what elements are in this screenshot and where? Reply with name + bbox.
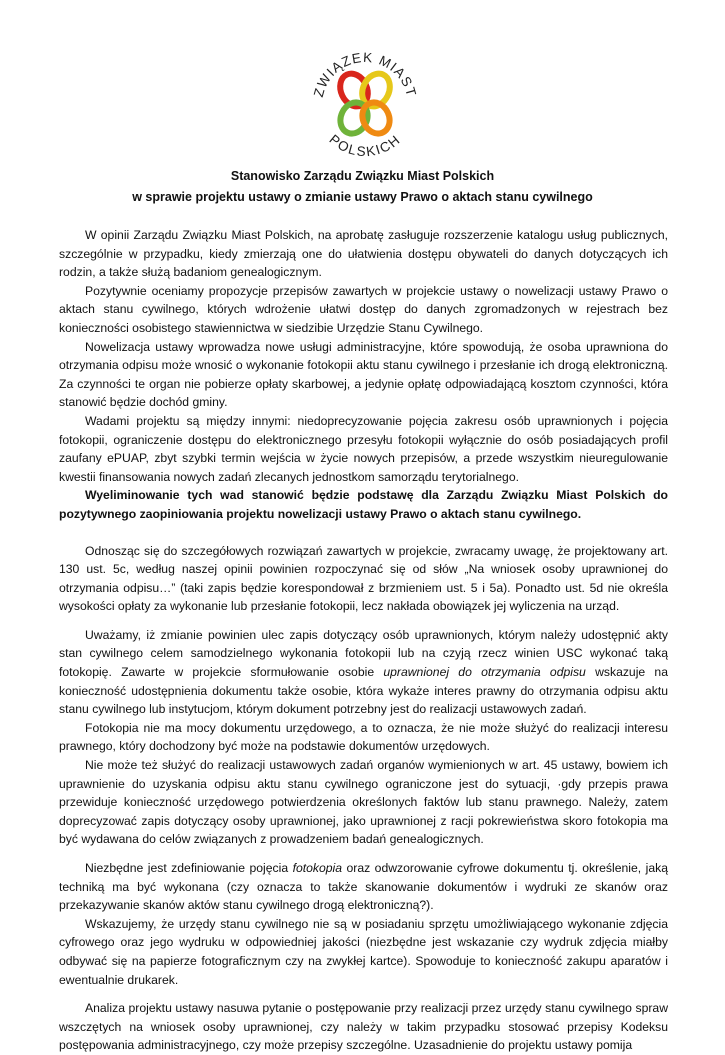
- paragraph-11: Wskazujemy, że urzędy stanu cywilnego nie są w posiadaniu sprzętu umożliwiającego wykonanie zdjęcia cyfrowego oraz jego wydruku w odpowiedniej jakości (niezbędne jest wskazanie czy wydruk zdjęcia miałby odbywać się na papierze fotograficznym czy na zwykłej kartce). Spowoduje to konieczność zakupu aparatów i ewentualnie drukarek.: [59, 916, 668, 987]
- document-body: [59, 226, 668, 1055]
- paragraph-1: W opinii Zarządu Związku Miast Polskich, na aprobatę zasługuje rozszerzenie katalogu usług publicznych, szczególnie w przypadku, kiedy zmierzają one do ułatwienia dostępu obywateli do danych dotyczących ich rodzin, a także służą badaniom genealogicznym.: [59, 228, 668, 280]
- association-logo: [300, 40, 430, 170]
- paragraph-5-conclusion: Wyeliminowanie tych wad stanowić będzie podstawę dla Zarządu Związku Miast Polskich do pozytywnego zaopiniowania projektu nowelizacji ustawy Prawo o aktach stanu cywilnego.: [59, 488, 668, 521]
- paragraph-4: Wadami projektu są między innymi: niedoprecyzowanie pojęcia zakresu osób uprawnionych i pojęcia fotokopii, ograniczenie dostępu do elektronicznego przesyłu fotokopii wyłącznie do osób posiadających profil zaufany ePUAP, zbyt szybki termin wejścia w życie nowych przepisów, a przede wszystkim nieuregulowanie kwestii finansowania nowych zadań zlecanych jednostkom samorządu terytorialnego.: [59, 413, 668, 484]
- heading-line-1: Stanowisko Zarządu Związku Miast Polskich: [230, 169, 495, 183]
- knot-icon: [335, 69, 395, 138]
- paragraph-2: Pozytywnie oceniamy propozycje przepisów zawartych w projekcie ustawy o nowelizacji ustawy Prawo o aktach stanu cywilnego, których wdrożenie ułatwi dostęp do danych zgromadzonych w rejestrach bez konieczności osobistego stawiennictwa w siedzibie Urzędzie Stanu Cywilnego.: [59, 283, 668, 335]
- italic-phrase: uprawnionej do otrzymania odpisu: [383, 665, 586, 680]
- paragraph-3: Nowelizacja ustawy wprowadza nowe usługi administracyjne, które spowodują, że osoba uprawniona do otrzymania odpisu może wnosić o wykonanie fotokopii aktu stanu cywilnego i przesłanie ich drogą elektroniczną. Za czynności te organ nie pobierze opłaty skarbowej, a jedynie opłatę odpowiadającą kosztom czynności, która stanowić będzie dochód gminy.: [59, 339, 668, 410]
- paragraph-6: Odnosząc się do szczegółowych rozwiązań zawartych w projekcie, zwracamy uwagę, że projektowany art. 130 ust. 5c, według naszej opinii powinien rozpoczynać się od słów „Na wniosek osoby uprawnionej do otrzymania odpisu…” (taki zapis będzie korespondował z brzmieniem ust. 5 i 5a). Ponadto ust. 5d nie określa wysokości opłaty za wykonanie lub przesłanie fotokopii, lecz nakłada obowiązek jej wyliczenia na urząd.: [59, 543, 668, 614]
- heading-line-2: w sprawie projektu ustawy o zmianie ustawy Prawo o aktach stanu cywilnego: [132, 190, 593, 204]
- paragraph-12: Analiza projektu ustawy nasuwa pytanie o postępowanie przy realizacji przez urzędy stanu cywilnego spraw wszczętych na wniosek osoby uprawnionej, czy należy w takim przypadku stosować przepisy Kodeksu postępowania administracyjnego, czy może przepisy szczególne. Uzasadnienie do projektu ustawy pomija: [59, 1001, 668, 1053]
- paragraph-9: Nie może też służyć do realizacji ustawowych zadań organów wymienionych w art. 45 ustawy, bowiem ich uprawnienie do uzyskania odpisu aktu stanu cywilnego ograniczone jest do sytuacji, ·gdy przepis prawa przewiduje konieczność urzędowego potwierdzenia określonych faktów lub stanu prawnego. Należy, zatem doprecyzować zapis dotyczący osoby uprawnionej, jako uprawnionej z racji pokrewieństwa skoro fotokopia ma być wydawana do celów związanych z prowadzeniem badań genealogicznych.: [59, 758, 668, 847]
- logo-text-top: ZWIĄZEK MIAST: [310, 49, 420, 99]
- italic-term: fotokopia: [292, 861, 343, 875]
- paragraph-8: Fotokopia nie ma mocy dokumentu urzędowego, a to oznacza, że nie może służyć do realizacji interesu prawnego, który dochodzony być może na podstawie dokumentów urzędowych.: [59, 720, 668, 754]
- logo-text-bottom: POLSKICH: [326, 131, 404, 160]
- paragraph-10: Niezbędne jest zdefiniowanie pojęcia fotokopia oraz odwzorowanie cyfrowe dokumentu tj. określenie, jaką techniką ma być wykonana (czy oznacza to także skanowanie dokumentów i wydruki ze skanów oraz przekazywanie skanów aktów stanu cywilnego drogą elektroniczną?).: [59, 861, 668, 913]
- paragraph-7: Uważamy, iż zmianie powinien ulec zapis dotyczący osób uprawnionych, którym należy udostępnić akty stan cywilnego celem samodzielnego wykonania fotokopii lub na czyją rzecz winien USC wykonać taką fotokopię. Zawarte w projekcie sformułowanie osobie uprawnionej do otrzymania odpisu wskazuje na konieczność udostępnienia dokumentu także osobie, która wykaże interes prawny do otrzymania odpisu aktu stanu cywilnego lub instytucjom, którym dokument potrzebny jest do realizacji ustawowych zadań.: [59, 627, 668, 717]
